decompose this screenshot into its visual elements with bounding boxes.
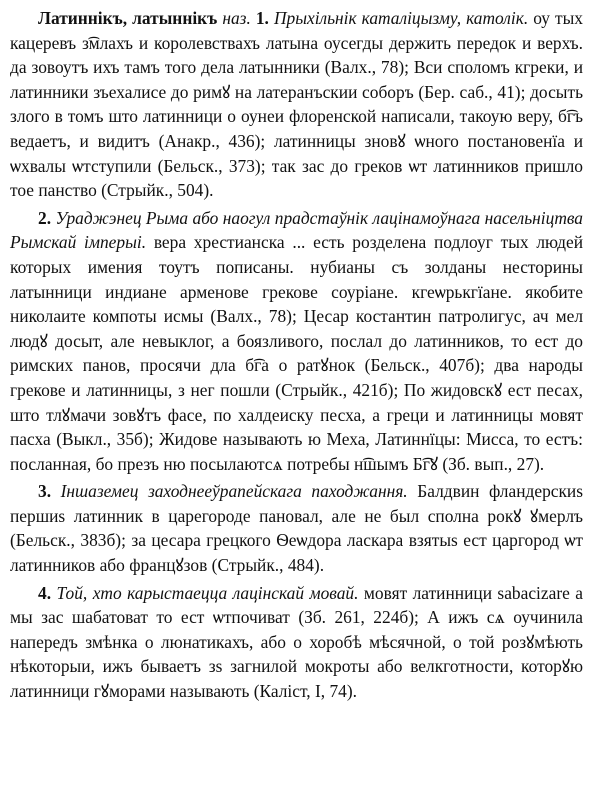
sense-definition: Ураджэнец Рыма або наогул прадстаўнік лацінамоўнага насельніцтва Рымскай імперыі. bbox=[10, 207, 583, 253]
sense-number: 2. bbox=[38, 207, 52, 228]
sense-citations: Балдвин фландерскиs першиs латинник в царегороде пановал, але не был сполна рокꙋ ꙋмерлъ (Бельск., 383б); за цесара грецкого Ѳеѡдора ласкара взятыs ест царгород ѡт латинников або францꙋзов (Стрыйк., 484). bbox=[10, 481, 584, 576]
sense-definition: Іншаземец заходнееўрапейскага паходжання. bbox=[60, 481, 408, 502]
dictionary-entry-sense-2 bbox=[10, 206, 583, 477]
sense-citations: мовят латинници sabacizare а мы зас шабатоват то ест ѡтпочиват (Зб. 261, 224б); А ижъ сѧ оучинила напередъ змѣнка о люнатикахъ, або о хоробѣ мѣсячной, о той розꙋмѣють нѣкоторыи, ижъ бываетъ зs загнилой мокроты або велкготности, которꙋю латинници гꙋморами называють (Каліст, I, 74). bbox=[10, 582, 583, 702]
headword: Латиннікъ, латыннікъ bbox=[38, 8, 218, 28]
dictionary-entry-sense-3 bbox=[10, 479, 583, 577]
dictionary-entry-sense-1 bbox=[10, 6, 583, 203]
sense-definition: Той, хто карыстаецца лацінскай мовай. bbox=[56, 582, 359, 603]
sense-definition: Прыхільнік каталіцызму, католік. bbox=[273, 8, 529, 28]
dictionary-entry-sense-4 bbox=[10, 581, 583, 704]
sense-citations: оу тых кацеревъ з͡млахъ и королевствахъ латына оусегды держить передок и верхъ. да зовоутъ ихъ тамъ того дела латынники (Валх., 78); Вси споломъ кгреки, и латинники зъехалисе до римꙋ на латеранъскии соборъ (Бер. саб., 41); досыть злого в томъ што латинници о оунеи флоренской написали, такоую веру, б͡гъ ведаетъ, и видитъ (Анакр., 436); латинницы зновꙋ ѡного постановенїа и ѡхвалы ѡтступили (Бельск., 373); так зас до греков ѡт латинников пришло тое панство (Стрыйк., 504). bbox=[10, 8, 583, 201]
part-of-speech: наз. bbox=[222, 8, 251, 28]
sense-number: 4. bbox=[38, 582, 52, 603]
sense-number: 3. bbox=[38, 481, 52, 502]
sense-number: 1. bbox=[255, 8, 269, 28]
sense-citations: вера хрестианска ... есть розделена подлоуг тых людей которых имения тоутъ пописаны. нубианы съ золданы несторины латынници индиане арменове грекове соуріане. кгеѡрькгїане. якобите николаите компоты исмы (Валх., 78); Цесар костантин патролигус, ач мел людꙋ досыт, але невыклог, а боязливого, послал до латинников, то ест до римских панов, просячи дла б͡га о ратꙋнок (Бельск., 407б); два народы грекове и латинницы, з нег пошли (Стрыйк., 421б); По жидовскꙋ ест песах, што тлꙋмачи зовꙋтъ фасе, по халдеиску песха, а греци и латинницы мовят пасха (Выкл., 35б); Жидове называють ю Меха, Латиннїцы: Мисса, то естъ: посланная, бо презъ ню посылаютсѧ потребы н͡шымъ Б͡гꙋ (Зб. вып., 27). bbox=[10, 232, 583, 474]
